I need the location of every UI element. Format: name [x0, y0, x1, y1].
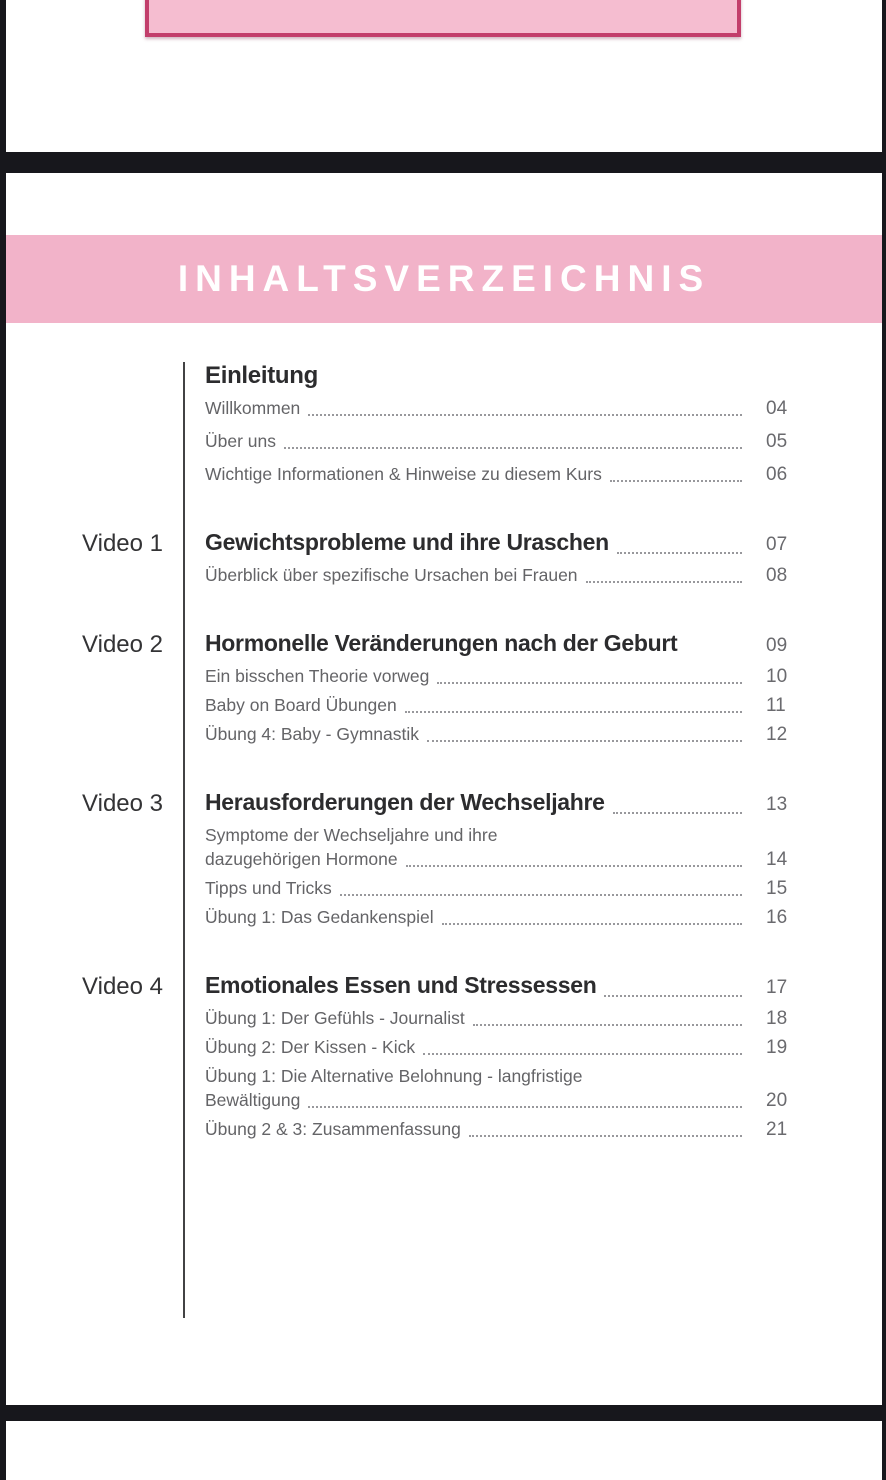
toc-item-label: Über uns	[205, 431, 277, 451]
toc-page-number: 10	[766, 666, 788, 687]
toc-item-label: Tipps und Tricks	[205, 878, 332, 898]
section-video-label: Video 4	[82, 973, 163, 1000]
toc-item-row	[205, 825, 792, 845]
toc-item-label: Übung 1: Die Alternative Belohnung - langfristige	[205, 1066, 583, 1086]
toc-item-label: dazugehörigen Hormone	[205, 849, 398, 869]
toc-section-video-1	[6, 527, 882, 586]
toc-item-row	[205, 1008, 792, 1029]
toc-item-row	[205, 878, 792, 899]
toc-heading-label: Herausforderungen der Wechseljahre	[205, 789, 605, 815]
section-video-label	[6, 362, 183, 364]
toc-item-label: Willkommen	[205, 398, 301, 418]
section-content	[183, 527, 882, 586]
dotted-leader	[423, 1053, 742, 1055]
toc-item-row	[205, 464, 792, 485]
toc-page-number: 05	[766, 431, 788, 452]
toc-heading-label: Emotionales Essen und Stressessen	[205, 972, 597, 998]
dotted-leader	[406, 865, 742, 867]
dotted-leader	[308, 414, 742, 416]
toc-item-row	[205, 1066, 792, 1086]
toc-page-number: 13	[766, 794, 788, 815]
toc-heading-row	[205, 527, 792, 557]
toc-heading-row	[205, 362, 792, 390]
toc-page-number: 07	[766, 534, 788, 555]
toc-section-video-4	[6, 970, 882, 1140]
toc-page-number: 15	[766, 878, 788, 899]
toc-page-number: 04	[766, 398, 788, 419]
toc-item-label: Bewältigung	[205, 1090, 301, 1110]
toc-page-number: 12	[766, 724, 788, 745]
toc	[6, 362, 882, 1140]
toc-page-number: 11	[766, 695, 786, 716]
toc-item-row	[205, 695, 792, 716]
toc-item-label: Baby on Board Übungen	[205, 695, 397, 715]
toc-heading-row	[205, 628, 792, 658]
toc-banner	[6, 235, 882, 323]
section-content	[183, 628, 882, 745]
toc-item-row	[205, 565, 792, 586]
toc-item-label: Ein bisschen Theorie vorweg	[205, 666, 430, 686]
dotted-leader	[604, 995, 742, 997]
dotted-leader	[427, 740, 742, 742]
dotted-leader	[442, 923, 742, 925]
dotted-leader	[405, 711, 742, 713]
toc-section-einleitung	[6, 362, 882, 485]
dotted-leader	[613, 812, 742, 814]
toc-section-video-3	[6, 787, 882, 928]
toc-page-number: 21	[766, 1119, 788, 1140]
toc-item-row	[205, 724, 792, 745]
toc-heading-row	[205, 970, 792, 1000]
toc-section-video-2	[6, 628, 882, 745]
toc-page-number: 17	[766, 977, 788, 998]
toc-page-number: 20	[766, 1090, 788, 1111]
vertical-rule	[183, 362, 185, 1318]
toc-item-row	[205, 1090, 792, 1111]
section-video-label: Video 3	[82, 790, 163, 817]
toc-heading-row	[205, 787, 792, 817]
previous-page	[6, 0, 882, 152]
section-video-label: Video 2	[82, 631, 163, 658]
pink-highlight-box	[145, 0, 741, 37]
page-title: INHALTSVERZEICHNIS	[177, 258, 711, 299]
dotted-leader	[610, 480, 742, 482]
toc-heading-label: Einleitung	[205, 362, 318, 389]
toc-item-label: Wichtige Informationen & Hinweise zu diesem Kurs	[205, 464, 602, 484]
toc-page-number: 06	[766, 464, 788, 485]
toc-item-label: Übung 2: Der Kissen - Kick	[205, 1037, 416, 1057]
dotted-leader	[308, 1106, 742, 1108]
section-content	[183, 970, 882, 1140]
toc-page-number: 09	[766, 635, 788, 656]
dotted-leader	[437, 682, 742, 684]
section-content	[183, 362, 882, 485]
toc-item-row	[205, 398, 792, 419]
toc-page-number: 16	[766, 907, 788, 928]
toc-item-row	[205, 1119, 792, 1140]
toc-item-label: Symptome der Wechseljahre und ihre	[205, 825, 498, 845]
toc-item-label: Überblick über spezifische Ursachen bei Frauen	[205, 565, 578, 585]
toc-item-label: Übung 4: Baby - Gymnastik	[205, 724, 419, 744]
toc-item-row	[205, 907, 792, 928]
dotted-leader	[586, 581, 742, 583]
toc-item-label: Übung 1: Der Gefühls - Journalist	[205, 1008, 465, 1028]
section-video-label: Video 1	[82, 530, 163, 557]
toc-heading-label: Gewichtsprobleme und ihre Uraschen	[205, 529, 609, 555]
dotted-leader	[340, 894, 742, 896]
toc-page	[6, 173, 882, 1405]
toc-item-row	[205, 666, 792, 687]
toc-item-label: Übung 1: Das Gedankenspiel	[205, 907, 434, 927]
toc-page-number: 08	[766, 565, 788, 586]
toc-item-row	[205, 849, 792, 870]
section-content	[183, 787, 882, 928]
toc-page-number: 19	[766, 1037, 788, 1058]
toc-item-row	[205, 1037, 792, 1058]
toc-page-number: 18	[766, 1008, 788, 1029]
toc-heading-label: Hormonelle Veränderungen nach der Geburt	[205, 630, 678, 656]
dotted-leader	[617, 552, 742, 554]
dotted-leader	[284, 447, 742, 449]
toc-item-label: Übung 2 & 3: Zusammenfassung	[205, 1119, 461, 1139]
next-page	[6, 1421, 882, 1480]
toc-item-row	[205, 431, 792, 452]
dotted-leader	[469, 1135, 742, 1137]
dotted-leader	[473, 1024, 742, 1026]
toc-page-number: 14	[766, 849, 788, 870]
